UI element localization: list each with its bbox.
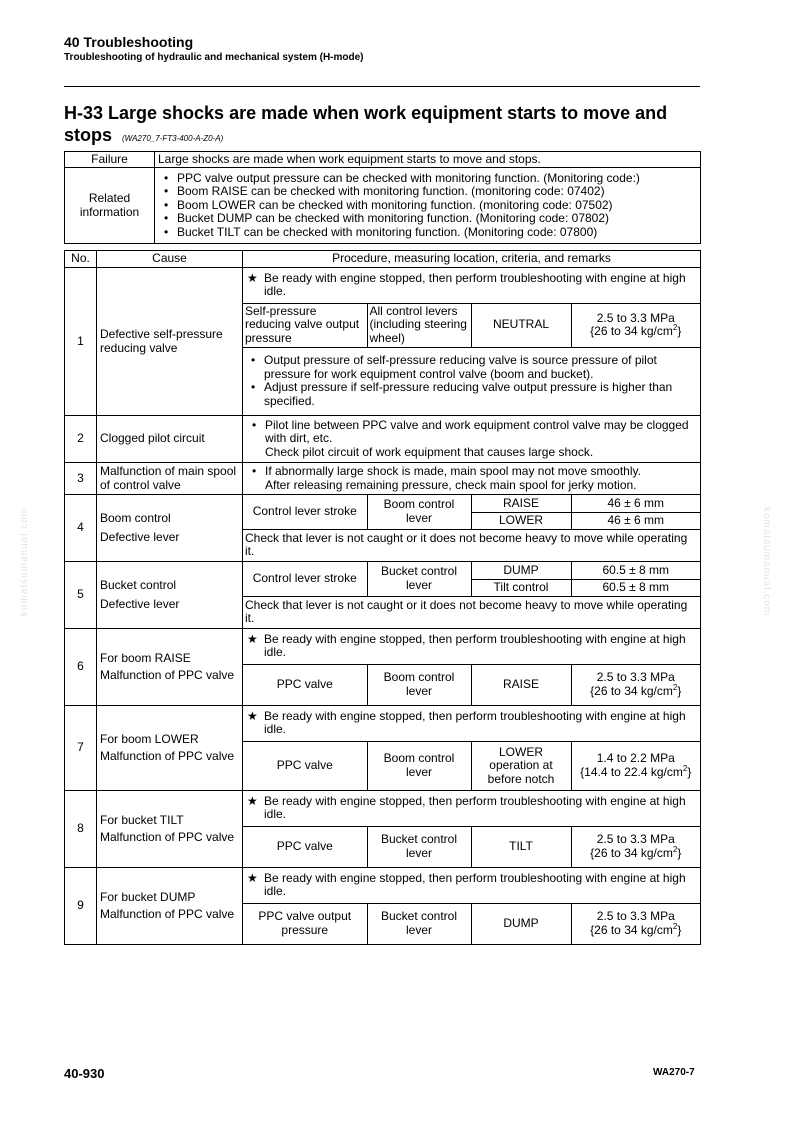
unit-close: }	[687, 764, 692, 779]
cause-line: Malfunction of PPC valve	[100, 906, 235, 921]
list-item: • Adjust pressure if self-pressure reducing valve output pressure is higher than specified.	[245, 381, 698, 408]
value-cell	[571, 826, 700, 867]
direction-cell: RAISE	[471, 495, 571, 512]
row-no: 5	[65, 562, 97, 629]
unit-sup: 2	[682, 763, 688, 773]
failure-text: Large shocks are made when work equipment starts to move and stops.	[155, 152, 701, 168]
row-procedure	[243, 416, 701, 463]
row-procedure	[243, 706, 701, 791]
cause-line: Boom control	[100, 511, 171, 525]
value-mpa: 1.4 to 2.2 MPa	[596, 751, 675, 766]
header-procedure: Procedure, measuring location, criteria, and remarks	[243, 251, 701, 268]
model-code: WA270-7	[653, 1067, 695, 1078]
failure-row	[65, 152, 701, 168]
table-row	[65, 791, 701, 868]
info-table	[64, 151, 701, 244]
unit-close: }	[677, 922, 682, 937]
cause-line: Malfunction of PPC valve	[100, 667, 235, 682]
related-row	[65, 168, 701, 244]
item-cell: Control lever stroke	[243, 562, 367, 596]
value-kg: {26 to 34 kg/cm	[590, 922, 673, 937]
row-no: 7	[65, 706, 97, 791]
list-item: • Boom LOWER can be checked with monitoring function. (monitoring code: 07502)	[158, 199, 697, 213]
star-note: ★ Be ready with engine stopped, then perform troubleshooting with engine at high idle.	[245, 870, 698, 901]
item-cell: Control lever stroke	[243, 495, 367, 529]
item-cell: PPC valve	[243, 826, 367, 867]
note-cell: Check that lever is not caught or it does not become heavy to move while operating it.	[243, 529, 700, 561]
watermark-left: komatsumanual.com	[19, 506, 31, 617]
page-header	[64, 34, 704, 64]
row-procedure	[243, 463, 701, 495]
note-text: If abnormally large shock is made, main spool may not move smoothly.	[265, 464, 641, 478]
value-cell	[571, 903, 700, 944]
item-cell: PPC valve output pressure	[243, 903, 367, 944]
related-list-cell	[155, 168, 701, 244]
unit-sup: 2	[672, 844, 678, 854]
value-cell: 60.5 ± 8 mm	[602, 562, 670, 577]
star-note: ★ Be ready with engine stopped, then perform troubleshooting with engine at high idle.	[245, 708, 698, 739]
cause-line: Malfunction of PPC valve	[100, 829, 235, 844]
note-text: Check pilot circuit of work equipment that causes large shock.	[265, 444, 594, 459]
related-label: Related information	[65, 168, 155, 244]
cause-line: Malfunction of PPC valve	[100, 748, 235, 763]
row-procedure	[243, 562, 701, 629]
row-no: 3	[65, 463, 97, 495]
row-procedure	[243, 791, 701, 868]
cause-table	[64, 250, 701, 945]
lever-cell: Bucket control lever	[367, 826, 471, 867]
row-no: 6	[65, 629, 97, 706]
value-cell	[571, 303, 700, 347]
title-text: H-33 Large shocks are made when work equipment starts to move and stops	[64, 103, 668, 145]
note-text: After releasing remaining pressure, check main spool for jerky motion.	[265, 477, 637, 492]
row-cause	[97, 706, 243, 791]
lever-cell: Bucket control lever	[367, 562, 471, 596]
star-note: ★ Be ready with engine stopped, then perform troubleshooting with engine at high idle.	[245, 793, 698, 824]
value-kg: {26 to 34 kg/cm	[590, 845, 673, 860]
value-mpa: 2.5 to 3.3 MPa	[596, 670, 675, 685]
row-cause	[97, 629, 243, 706]
value-mpa: 2.5 to 3.3 MPa	[596, 310, 675, 325]
row-no: 2	[65, 416, 97, 463]
value-cell: 46 ± 6 mm	[607, 495, 665, 510]
list-item: • PPC valve output pressure can be checked with monitoring function. (Monitoring code:)	[158, 172, 697, 186]
star-note: ★ Be ready with engine stopped, then perform troubleshooting with engine at high idle.	[245, 631, 698, 662]
unit-close: }	[677, 324, 682, 338]
row-cause	[97, 868, 243, 945]
list-item: • Bucket DUMP can be checked with monitoring function. (Monitoring code: 07802)	[158, 212, 697, 226]
table-row	[65, 268, 701, 416]
header-cause: Cause	[97, 251, 243, 268]
value-kg: {26 to 34 kg/cm	[590, 683, 673, 698]
item-cell: PPC valve	[243, 741, 367, 790]
procedure-table	[243, 268, 700, 415]
value-cell	[571, 664, 700, 705]
unit-close: }	[677, 845, 682, 860]
direction-cell: DUMP	[471, 562, 571, 579]
page-number: 40-930	[64, 1066, 105, 1081]
lever-cell: Boom control lever	[367, 495, 471, 529]
row-cause	[97, 495, 243, 562]
unit-close: }	[677, 683, 682, 698]
lever-cell: Boom control lever	[367, 664, 471, 705]
item-cell: PPC valve	[243, 664, 367, 705]
operation-cell: LOWER operation at before notch	[471, 741, 571, 790]
cause-line: For bucket TILT	[100, 813, 184, 827]
row-cause	[97, 791, 243, 868]
value-cell: 60.5 ± 8 mm	[571, 579, 700, 596]
operation-cell: DUMP	[471, 903, 571, 944]
row-cause: Malfunction of main spool of control valve	[97, 463, 243, 495]
table-header-row	[65, 251, 701, 268]
unit-sup: 2	[672, 921, 678, 931]
value-mpa: 2.5 to 3.3 MPa	[596, 832, 675, 847]
table-row	[65, 868, 701, 945]
direction-cell: LOWER	[471, 512, 571, 529]
row-no: 9	[65, 868, 97, 945]
item-cell: Self-pressure reducing valve output pressure	[243, 303, 367, 347]
value-kg: {14.4 to 22.4 kg/cm	[580, 764, 683, 779]
section-subtitle: Troubleshooting of hydraulic and mechanical system (H-mode)	[64, 52, 364, 63]
list-item: • Boom RAISE can be checked with monitoring function. (monitoring code: 07402)	[158, 185, 697, 199]
row-cause: Clogged pilot circuit	[97, 416, 243, 463]
cause-line: For bucket DUMP	[100, 890, 196, 904]
value-mpa: 2.5 to 3.3 MPa	[596, 909, 675, 924]
list-item: • Output pressure of self-pressure reducing valve is source pressure of pilot pressure for work equipment control valve (boom and bucket).	[245, 354, 698, 381]
section-title: 40 Troubleshooting	[64, 34, 194, 50]
value-kg: {26 to 34 kg/cm	[590, 324, 673, 338]
table-row	[65, 562, 701, 629]
notes-list	[245, 354, 698, 408]
note-text: Pilot line between PPC valve and work equipment control valve may be clogged with dirt, etc.	[265, 417, 689, 446]
cause-line: Defective lever	[100, 596, 180, 611]
row-procedure	[243, 268, 701, 416]
table-row	[65, 416, 701, 463]
failure-label: Failure	[65, 152, 155, 168]
related-list	[158, 172, 697, 240]
operation-cell: RAISE	[471, 664, 571, 705]
cause-line: For boom LOWER	[100, 732, 199, 746]
value-cell	[571, 741, 700, 790]
direction-cell: Tilt control	[471, 579, 571, 596]
row-no: 1	[65, 268, 97, 416]
position-cell: NEUTRAL	[471, 303, 571, 347]
page-title	[64, 102, 704, 150]
lever-cell: Bucket control lever	[367, 903, 471, 944]
header-no: No.	[65, 251, 97, 268]
star-note: ★ Be ready with engine stopped, then perform troubleshooting with engine at high idle.	[245, 270, 698, 301]
title-code: (WA270_7-FT3-400-A-Z0-A)	[122, 134, 224, 143]
list-item: • Bucket TILT can be checked with monitoring function. (Monitoring code: 07800)	[158, 226, 697, 240]
row-cause	[97, 562, 243, 629]
row-procedure	[243, 495, 701, 562]
row-procedure	[243, 629, 701, 706]
cause-line: Bucket control	[100, 578, 177, 592]
cause-line: Defective lever	[100, 529, 180, 544]
unit-sup: 2	[672, 323, 678, 332]
row-no: 8	[65, 791, 97, 868]
value-cell: 46 ± 6 mm	[571, 512, 700, 529]
row-cause: Defective self-pressure reducing valve	[97, 268, 243, 416]
table-row	[65, 463, 701, 495]
row-no: 4	[65, 495, 97, 562]
condition-cell: All control levers (including steering wheel)	[367, 303, 471, 347]
table-row	[65, 629, 701, 706]
row-procedure	[243, 868, 701, 945]
header-rule	[64, 86, 700, 87]
unit-sup: 2	[672, 682, 678, 692]
operation-cell: TILT	[471, 826, 571, 867]
table-row	[65, 495, 701, 562]
lever-cell: Boom control lever	[367, 741, 471, 790]
note-cell: Check that lever is not caught or it does not become heavy to move while operating it.	[243, 596, 700, 628]
table-row	[65, 706, 701, 791]
watermark-right: komatsumanual.com	[761, 506, 773, 617]
cause-line: For boom RAISE	[100, 651, 191, 665]
